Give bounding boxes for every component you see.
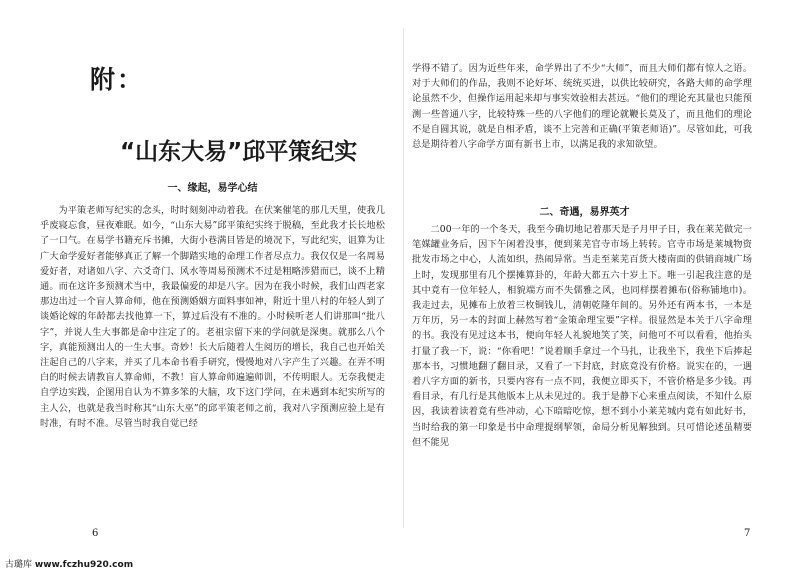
right-body-text-bottom (412, 222, 752, 450)
section-heading-2: 二、奇遇，易界英才 (539, 207, 630, 218)
paragraph: 学得不错了。因为近些年来，命学界出了不少“大师”，而且大师们都有惊人之语。对于大师们的作品，我则不论好坏、统统买进，以供比较研究，各路大师的命学理论虽然不少，但操作运用起来却与事实效验相去甚远。“他们的理论充其量也只能预测一些普通八字，比较特殊一些的八字他们的理论就鞭长莫及了，而且他们的理论不是自圆其说，就是自相矛盾，谈不上完善和正确(平策老师语)”。尽管如此，可我总是期待着八字命学方面有新书上市，以满足我的求知欲望。 (412, 63, 752, 151)
site-url[interactable]: www.fczhu920.com (34, 560, 134, 570)
appendix-label: 附： (90, 65, 145, 94)
paragraph: 为平策老师写纪实的念头，时时刻刻冲动着我。在伏案催笔的那几天里，使我几乎废寝忘食，昼夜难眠。如今，“山东大易”邱平策纪实终于脱稿，至此我才长长地松了一口气。在易学书籍充斥书摊，大街小巷满目皆是的境况下，写此纪实，诅算为让广大命学爱好者能够真正了解一个脚踏实地的命理工作者尽点力。我仅仅是一名周易爱好者，对诸如八字、六爻奇门、风水等周易预测术不过是粗略涉猎而已，谈不上精通。而在这许多预测术当中，我最偏爱的却是八字。因为在我小时候，我们山西老家那边出过一个盲人算命师，他在预测婚姻方面料事如神，附近十里八村的年轻人到了谈婚论嫁的年龄都去找他算一下，算过后没有不准的。小时候听老人们讲那叫“批八字”，并说人生大事都是命中注定了的。老祖宗留下来的学问就是深奥。就那么八个字，真能预测出人的一生大事。奇妙！长大后随着人生阅历的增长，我自己也开始关注起自己的八字来，并买了几本命书看手研究，慢慢地对八字产生了兴趣。在弄不明白的时候去请教盲人算命师，不教！盲人算命师遍遍师训，不传明眼人。无奈我便走自学边实践，企图用自认为不算多笨的大脑，攻下这门学问，在未遇到本纪实所写的主人公，也就是我当时称其“山东大巫”的邱平策老师之前，我对八字预测应验上是有时准，有时不准。尽管当时我自觉已经 (40, 205, 385, 429)
left-page (40, 0, 395, 545)
page-number-right: 7 (744, 528, 751, 539)
page-fold (403, 28, 404, 528)
library-name: 古璐库 (5, 560, 33, 570)
chapter-title: “山东大易”邱平策纪实 (120, 139, 358, 165)
page-number-left: 6 (92, 528, 99, 539)
watermark-footer (5, 557, 133, 570)
section-heading-1: 一、缘起，易学心结 (167, 183, 258, 194)
paragraph: 二00一年的一个冬天，我至今确切地记着那天是子月甲子日，我在莱芜做完一笔媒罐业务后，因下午闲着没事，便到莱芜官寺市场上转转。官寺市场是莱城物资批发市场之中心，人流如织，热闹异常。当走至莱芜百货大楼南面的供销商城广场上时，发现那里有几个摆摊算卦的，年龄大都五六十岁上下。唯一引起我注意的是其中竟有一位年轻人，相貌端方而不失儒雅之风，也同样摆着摊布(俗称铺地巾)。我走过去，见摊布上放着三枚铜钱儿，清朝乾隆年间的。另外还有两本书，一本是万年历，另一本的封面上赫然写着“金策命理宝要”字样。很显然是本关于八字命理的书。我没有见过这本书，便向年轻人礼貌地笑了笑，问他可不可以看看，他抬头打量了我一下，说：“你看吧！”说着顺手拿过一个马扎，让我坐下，我坐下后捧起那本书，习惯地翻了翻目录，又看了一下封底，封底竟没有价格。说实在的，一遇着八字方面的新书，只要内容有一点不同，我便立即买下，不管价格是多少钱。再看目录，有几行是其他版本上从未见过的。我于是静下心来重点阅读，不知什么原因，我读着读着竟有些冲动，心下暗暗吃惊，想不到小小莱芜城内竟有如此好书，当时给我的第一印象是书中命理提纲挈领，命局分析见解独到。只可惜论述虽精要但不能见 (412, 224, 752, 448)
left-body-text (40, 203, 385, 431)
right-page (412, 0, 757, 545)
right-body-text-top (412, 61, 752, 152)
